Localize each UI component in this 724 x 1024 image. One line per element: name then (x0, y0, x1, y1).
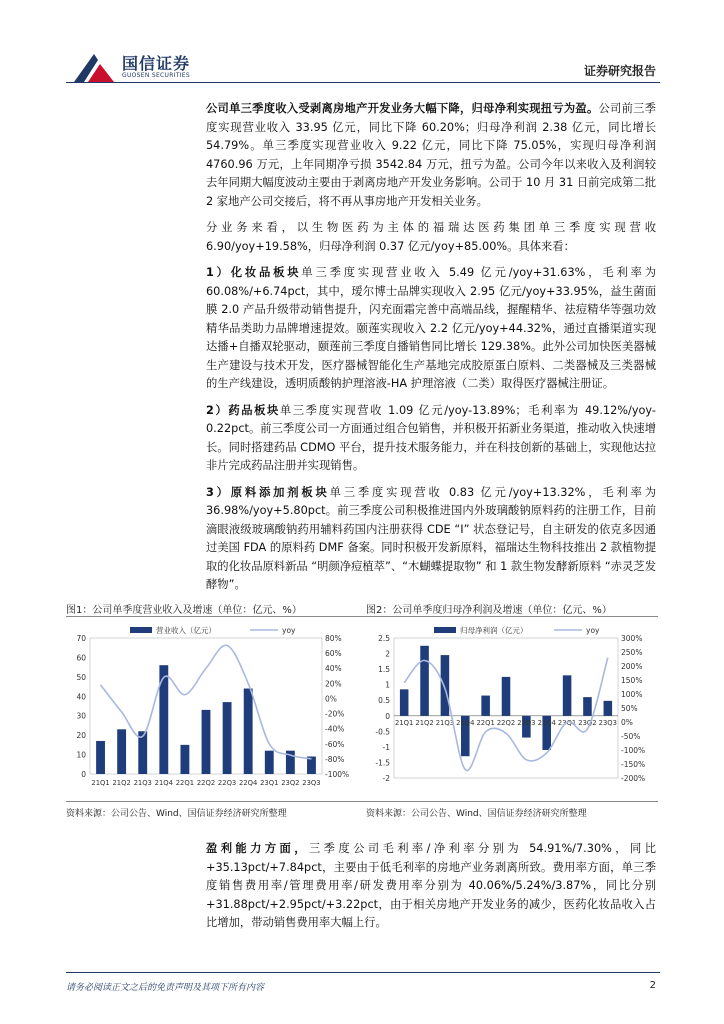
y-left-tick-label: -0.5 (375, 727, 390, 737)
legend-bar-swatch (434, 627, 456, 633)
bar (202, 710, 211, 774)
logo-text-en: GUOSEN SECURITIES (122, 72, 191, 79)
figure-1-source: 资料来源：公司公告、Wind、国信证券经济研究所整理 (66, 809, 287, 819)
bar (96, 741, 105, 774)
y-left-tick-label: 40 (76, 692, 86, 702)
x-tick-label: 23Q1 (260, 779, 279, 787)
guosen-logo (70, 50, 200, 90)
x-tick-label: 23Q2 (281, 779, 300, 787)
figure-top-rule (66, 616, 658, 617)
paragraph-segments: 分业务来看，以生物医药为主体的福瑞达医药集团单三季度实现营收 6.90/yoy+19.58%，归母净利润 0.37 亿元/yoy+85.00%。具体来看： (206, 221, 656, 253)
y-right-tick-label: 250% (621, 648, 643, 657)
footer-disclaimer: 请务必阅读正文之后的免责声明及其项下所有内容 (66, 983, 265, 993)
bar (420, 646, 429, 716)
x-tick-label: 22Q2 (196, 779, 216, 787)
paragraph-cosmetics (206, 264, 656, 394)
figure-2-source: 资料来源：公司公告、Wind、国信证券经济研究所整理 (366, 809, 587, 819)
y-left-tick-label: 50 (76, 672, 86, 682)
report-type: 证券研究报告 (583, 64, 656, 78)
y-right-tick-label: -20% (325, 709, 345, 719)
y-right-tick-label: -150% (621, 760, 646, 769)
x-tick-label: 23Q3 (598, 718, 617, 727)
logo-mark-icon (70, 50, 118, 86)
paragraph-overview (206, 100, 656, 211)
bar (563, 675, 572, 715)
y-right-tick-label: 200% (621, 662, 643, 671)
bar (180, 745, 189, 774)
bar (223, 702, 232, 774)
y-left-tick-label: 1.5 (378, 665, 390, 675)
footer-divider (66, 972, 660, 973)
revenue-chart (64, 620, 358, 798)
y-left-tick-label: 2 (385, 649, 390, 659)
y-right-tick-label: 20% (325, 679, 342, 689)
y-left-tick-label: 0 (81, 770, 86, 779)
x-tick-label: 21Q1 (91, 779, 110, 787)
y-left-tick-label: 70 (76, 634, 86, 643)
y-left-tick-label: 10 (76, 750, 86, 760)
y-left-tick-label: 2.5 (378, 634, 390, 643)
x-tick-label: 21Q4 (154, 779, 173, 787)
body-section-top (206, 100, 656, 595)
y-right-tick-label: 100% (621, 690, 643, 699)
figure-2-title: 图2：公司单季度归母净利润及增速（单位：亿元、%） (366, 605, 612, 616)
x-tick-label: 22Q1 (476, 718, 495, 727)
header-divider (66, 82, 660, 83)
figure-1-title: 图1：公司单季度营业收入及增速（单位：亿元、%） (66, 605, 302, 616)
bar (583, 697, 592, 716)
legend-bar-label: 归母净利润（亿元） (460, 626, 528, 635)
x-tick-label: 23Q2 (578, 718, 597, 727)
figure-bottom-rule (66, 801, 658, 802)
y-right-tick-label: -200% (621, 774, 646, 783)
y-right-tick-label: -60% (325, 739, 345, 749)
bar (400, 689, 409, 715)
paragraph-drugs (206, 402, 656, 476)
y-right-tick-label: -50% (621, 732, 641, 741)
x-tick-label: 23Q3 (302, 779, 321, 787)
y-right-tick-label: -100% (325, 770, 350, 779)
paragraph-lead: 公司单三季度收入受剥离房地产开发业务大幅下降，归母净利实现扭亏为盈。 (206, 102, 599, 115)
x-tick-label: 21Q3 (435, 718, 455, 727)
y-right-tick-label: 50% (621, 704, 638, 713)
paragraph-text: 公司前三季度实现营业收入 33.95 亿元，同比下降 60.20%；归母净利润 2.38 亿元，同比增长 54.79%。单三季度实现营业收入 9.22 亿元，同比下降 75.05%，实现归母净利润 4760.96 万元，上年同期净亏损 3542.84 万元，扭亏为盈。公司今年以来收入及利润较去年同期大幅度波动主要由于剥离房地产开发业务影响。公司于 10 月 31 日前完成第二批 2 家地产公司交接后，将不再从事房地产开发相关业务。 (206, 102, 656, 208)
bar (265, 751, 274, 774)
paragraph-text: 单三季度实现营收 0.83 亿元/yoy+13.32%，毛利率为 36.98%/yoy+5.80pct。前三季度公司积极推进国内外玻璃酸钠原料药的注册工作，目前滴眼液级玻璃酸钠药用辅料药国内注册获得 CDE “I” 状态登记号，自主研发的依克多因通过美国 FDA 的原料药 DMF 备案。同时积极开发新原料，福瑞达生物科技推出 2 款植物提取的化妆品原料新品 “明颜净痘植萃”、“木蝴蝶提取物” 和 1 款生物发酵新原料 “赤灵芝发酵物”。 (206, 485, 656, 591)
x-tick-label: 22Q3 (217, 779, 237, 787)
y-right-tick-label: -80% (325, 754, 345, 764)
y-right-tick-label: 40% (325, 664, 342, 674)
net-profit-chart (364, 620, 660, 798)
page-number: 2 (649, 980, 656, 991)
paragraph-lead: 盈利能力方面， (206, 842, 309, 855)
x-tick-label: 21Q3 (133, 779, 152, 787)
paragraph-text: 单三季度实现营业收入 5.49 亿元/yoy+31.63%，毛利率为 60.08%/+6.74pct，其中，瑷尔博士品牌实现收入 2.95 亿元/yoy+33.95%，益生菌面膜 2.0 产品升级带动销售提升，闪充面霜完善中高端品线，握醒精华、祛痘精华等强功效精华品类助力品牌增速提效。颐莲实现收入 2.2 亿元/yoy+44.32%，通过直播渠道实现达播+自播双轮驱动，颐莲前三季度自播销售同比增长 129.38%。此外公司加快医美器械生产建设与技术开发，医疗器械智能化生产基地完成胶原蛋白原料、二类器械及三类器械的生产线建设，透明质酸钠护理溶液-HA 护理溶液（二类）取得医疗器械注册证。 (206, 266, 656, 390)
bar (117, 729, 126, 774)
body-section-bottom (206, 840, 656, 933)
bar (604, 701, 613, 716)
y-right-tick-label: 0% (325, 694, 337, 704)
paragraph-lead: 3）原料添加剂板块 (206, 485, 330, 499)
x-tick-label: 23Q1 (557, 718, 577, 727)
legend-line-label: yoy (586, 626, 600, 635)
y-right-tick-label: 300% (621, 634, 643, 643)
legend-line-label: yoy (282, 626, 296, 635)
x-tick-label: 21Q2 (415, 718, 434, 727)
paragraph-text: 单三季度实现营收 1.09 亿元/yoy-13.89%；毛利率为 49.12%/yoy-0.22pct。前三季度公司一方面通过组合包销售，并积极开拓新业务渠道，推动收入快速增长。同时搭建药品 CDMO 平台，提升技术服务能力，并在科技创新的基础上，实现他达拉非片完成药品注册并实现销售。 (206, 403, 656, 472)
y-left-tick-label: 0.5 (378, 696, 390, 706)
y-left-tick-label: 0 (385, 711, 390, 721)
y-left-tick-label: 1 (385, 680, 390, 690)
y-left-tick-label: -1.5 (375, 758, 390, 768)
y-right-tick-label: 150% (621, 676, 643, 685)
bar (244, 689, 253, 774)
paragraph-materials (206, 484, 656, 595)
y-left-tick-label: -1 (382, 742, 390, 752)
x-tick-label: 22Q3 (517, 718, 536, 727)
x-tick-label: 22Q4 (537, 718, 556, 727)
y-right-tick-label: 80% (325, 634, 342, 643)
legend-bar-label: 营业收入（亿元） (156, 626, 216, 635)
paragraph-lead: 2）药品板块 (206, 403, 280, 417)
bar (481, 696, 490, 716)
y-right-tick-label: -40% (325, 724, 345, 734)
paragraph-lead: 1）化妆品板块 (206, 266, 302, 279)
logo-text-cn: 国信证券 (122, 54, 191, 73)
y-right-tick-label: 60% (325, 649, 342, 659)
y-left-tick-label: 20 (76, 731, 86, 741)
y-left-tick-label: -2 (382, 774, 390, 783)
legend-bar-swatch (130, 627, 152, 633)
bar (502, 677, 511, 716)
x-tick-label: 21Q4 (456, 718, 475, 727)
x-tick-label: 22Q2 (496, 718, 516, 727)
y-right-tick-label: 0% (621, 718, 633, 727)
y-left-tick-label: 60 (76, 653, 86, 663)
x-tick-label: 21Q2 (112, 779, 131, 787)
y-right-tick-label: -100% (621, 746, 646, 755)
x-tick-label: 22Q4 (239, 779, 258, 787)
paragraph-text: 三季度公司毛利率/净利率分别为 54.91%/7.30%，同比+35.13pct/+7.84pct，主要由于低毛利率的房地产业务剥离所致。费用率方面，单三季度销售费用率/管理费用率/研发费用率分别为 40.06%/5.24%/3.87%，同比分别+31.88pct/+2.95pct/+3.22pct，由于相关房地产开发业务的减少，医药化妆品收入占比增加，带动销售费用率大幅上行。 (206, 842, 656, 929)
paragraph-profitability (206, 840, 656, 933)
y-left-tick-label: 30 (76, 711, 86, 721)
x-tick-label: 21Q1 (395, 718, 414, 727)
bar (441, 655, 450, 716)
x-tick-label: 22Q1 (175, 779, 195, 787)
